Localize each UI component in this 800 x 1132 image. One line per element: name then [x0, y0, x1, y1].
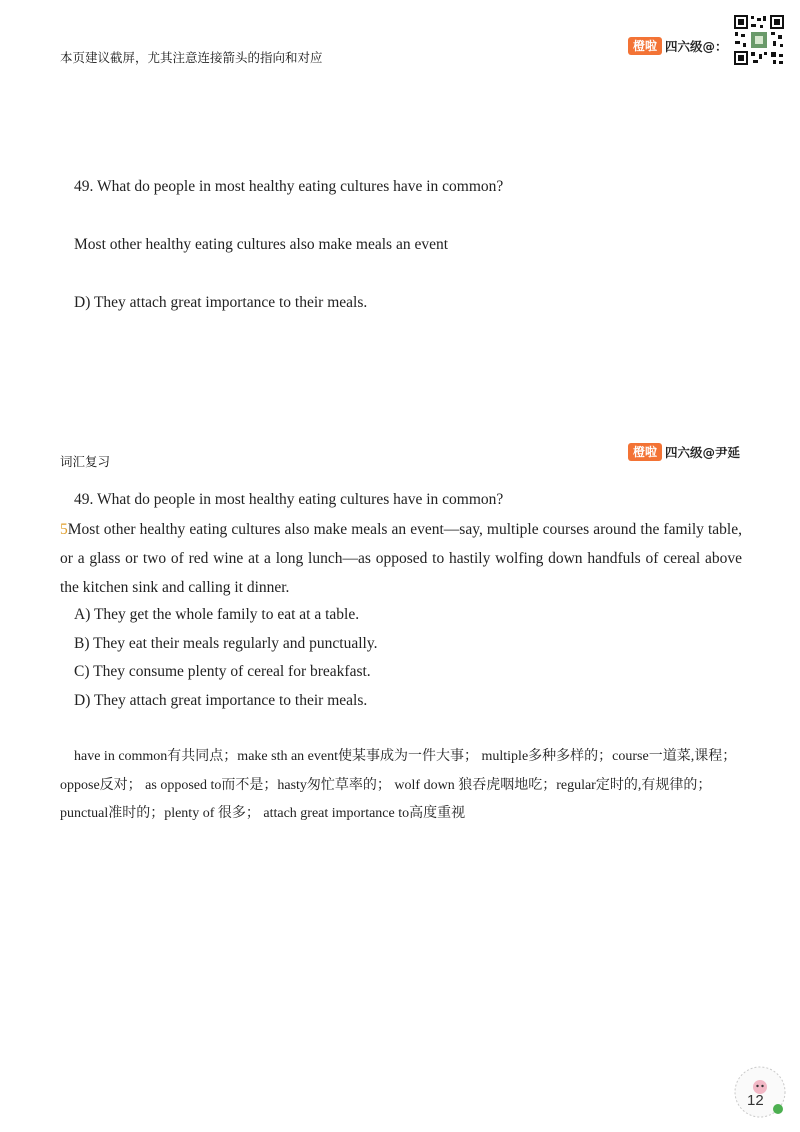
option-a: A) They get the whole family to eat at a table. — [74, 606, 360, 623]
option-b: B) They eat their meals regularly and punctually. — [74, 634, 378, 652]
evidence-sentence: Most other healthy eating cultures also make meals an event — [74, 236, 449, 253]
passage-paragraph — [60, 515, 742, 602]
question-49-top: 49. What do people in most healthy eating cultures have in common? — [74, 178, 504, 195]
page-number: 12 — [747, 1092, 764, 1109]
answer-options — [74, 601, 377, 715]
brand-handle: 四六级@： — [665, 39, 728, 54]
passage-text: Most other healthy eating cultures also make meals an event—say, multiple courses around the family table, or a glass or two of red wine at a long lunch—as opposed to hastily wolfing down handfuls of cereal above the kitchen sink and calling it dinner. — [60, 521, 742, 596]
brand-logo-top — [628, 37, 728, 55]
brand-pill: 橙啦 — [628, 37, 662, 55]
qr-code-icon — [733, 14, 785, 66]
question-49-review: 49. What do people in most healthy eating cultures have in common? — [74, 491, 504, 508]
brand-pill: 橙啦 — [628, 443, 662, 461]
option-d: D) They attach great importance to their meals. — [74, 691, 368, 709]
option-c: C) They consume plenty of cereal for breakfast. — [74, 663, 371, 680]
vocab-notes: have in common有共同点；make sth an event使某事成为一件大事； multiple多种多样的；course一道菜,课程； oppose反对； as opposed to而不是；hasty匆忙草率的； wolf down 狼吞虎咽地吃；regular定时的,有规律的；punctual准时的；plenty of 很多； attach great importance to高度重视 — [60, 749, 737, 821]
vocab-review-label: 词汇复习 — [60, 454, 111, 469]
brand-handle: 四六级@尹延 — [665, 445, 741, 460]
brand-logo-mid — [628, 443, 740, 461]
answer-option: D) They attach great importance to their meals. — [74, 294, 368, 311]
paragraph-number: 5 — [60, 521, 68, 538]
screenshot-tip: 本页建议截屏，尤其注意连接箭头的指向和对应 — [60, 50, 323, 65]
